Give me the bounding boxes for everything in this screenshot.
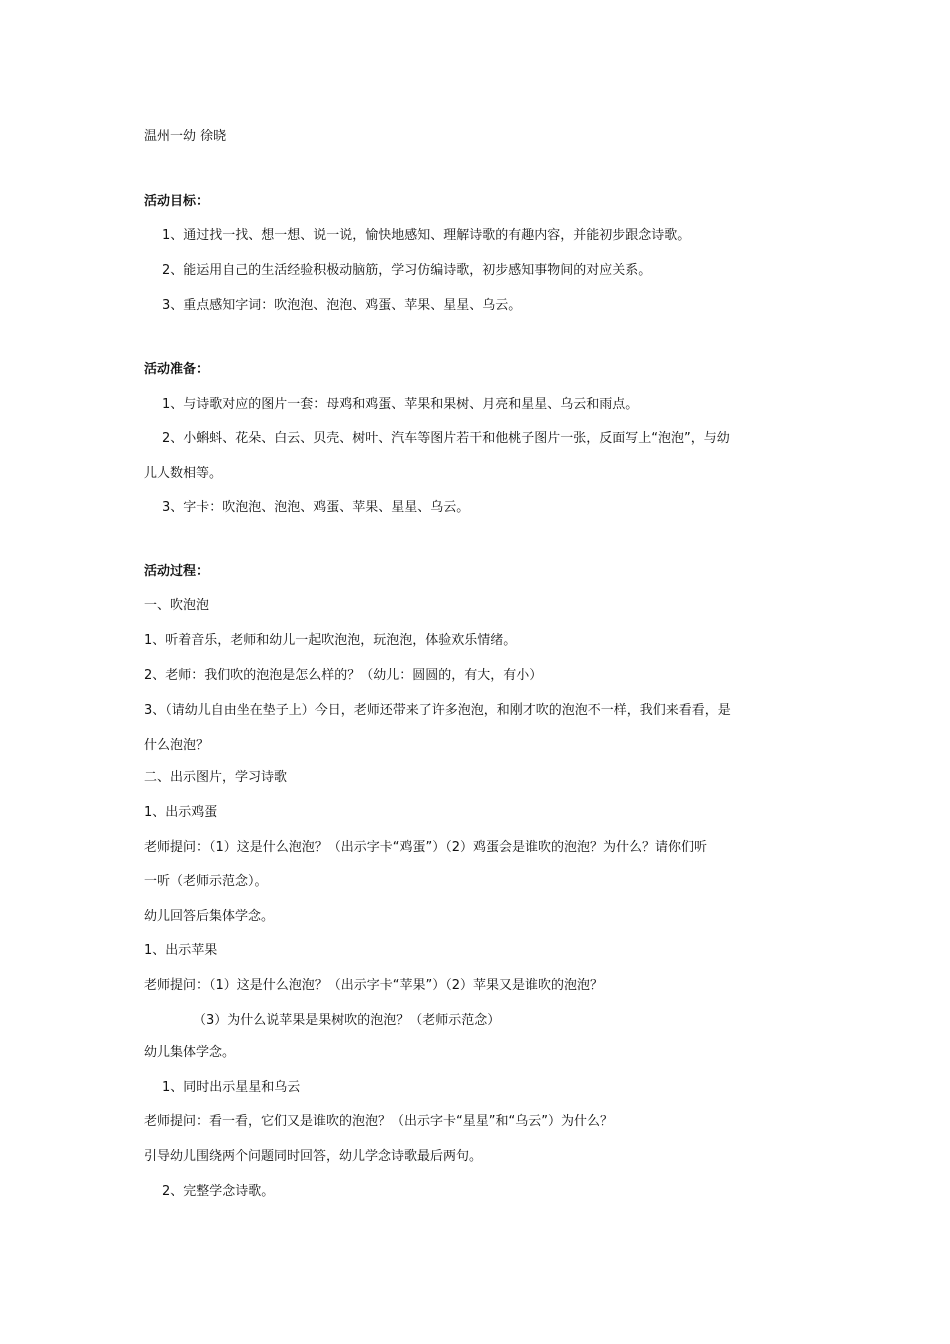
- author-line: 温州一幼 徐晓: [144, 129, 227, 144]
- process-line: 老师提问：（1）这是什么泡泡？（出示字卡“苹果”）（2）苹果又是谁吹的泡泡？: [144, 978, 604, 993]
- process-line: 引导幼儿围绕两个问题同时回答，幼儿学念诗歌最后两句。: [144, 1149, 483, 1164]
- process-line: 1、出示苹果: [144, 943, 218, 958]
- preparation-heading: 活动准备：: [144, 362, 210, 377]
- preparation-item: 3、字卡：吹泡泡、泡泡、鸡蛋、苹果、星星、乌云。: [162, 500, 470, 515]
- preparation-item: 2、小蝌蚪、花朵、白云、贝壳、树叶、汽车等图片若干和他桃子图片一张，反面写上“泡泡”，与幼: [162, 431, 730, 446]
- process-line: 幼儿集体学念。: [144, 1045, 236, 1060]
- process-line: （3）为什么说苹果是果树吹的泡泡？（老师示范念）: [193, 1013, 501, 1028]
- goals-heading: 活动目标：: [144, 194, 210, 209]
- process-line: 1、同时出示星星和乌云: [162, 1080, 301, 1095]
- process-line: 2、老师：我们吹的泡泡是怎么样的？（幼儿：圆圆的，有大，有小）: [144, 668, 543, 683]
- goal-item: 3、重点感知字词：吹泡泡、泡泡、鸡蛋、苹果、星星、乌云。: [162, 298, 522, 313]
- process-line: 2、完整学念诗歌。: [162, 1184, 275, 1199]
- preparation-item-continuation: 儿人数相等。: [144, 466, 223, 481]
- goal-item: 1、通过找一找、想一想、说一说，愉快地感知、理解诗歌的有趣内容，并能初步跟念诗歌。: [162, 228, 691, 243]
- process-line: 老师提问：看一看，它们又是谁吹的泡泡？（出示字卡“星星”和“乌云”）为什么？: [144, 1114, 613, 1129]
- process-line: 一听（老师示范念）。: [144, 874, 268, 889]
- process-line: 3、（请幼儿自由坐在垫子上）今日，老师还带来了许多泡泡，和刚才吹的泡泡不一样，我们来看看，是: [144, 703, 731, 718]
- process-line: 1、听着音乐，老师和幼儿一起吹泡泡，玩泡泡，体验欢乐情绪。: [144, 633, 517, 648]
- process-line: 一、吹泡泡: [144, 598, 210, 613]
- process-line: 1、出示鸡蛋: [144, 805, 218, 820]
- process-heading: 活动过程：: [144, 564, 210, 579]
- process-line: 老师提问：（1）这是什么泡泡？（出示字卡“鸡蛋”）（2）鸡蛋会是谁吹的泡泡？为什么？请你们听: [144, 840, 708, 855]
- process-line: 幼儿回答后集体学念。: [144, 909, 275, 924]
- process-line: 二、出示图片，学习诗歌: [144, 770, 288, 785]
- preparation-item: 1、与诗歌对应的图片一套：母鸡和鸡蛋、苹果和果树、月亮和星星、乌云和雨点。: [162, 397, 639, 412]
- process-line: 什么泡泡？: [144, 738, 210, 753]
- goal-item: 2、能运用自己的生活经验积极动脑筋，学习仿编诗歌，初步感知事物间的对应关系。: [162, 263, 652, 278]
